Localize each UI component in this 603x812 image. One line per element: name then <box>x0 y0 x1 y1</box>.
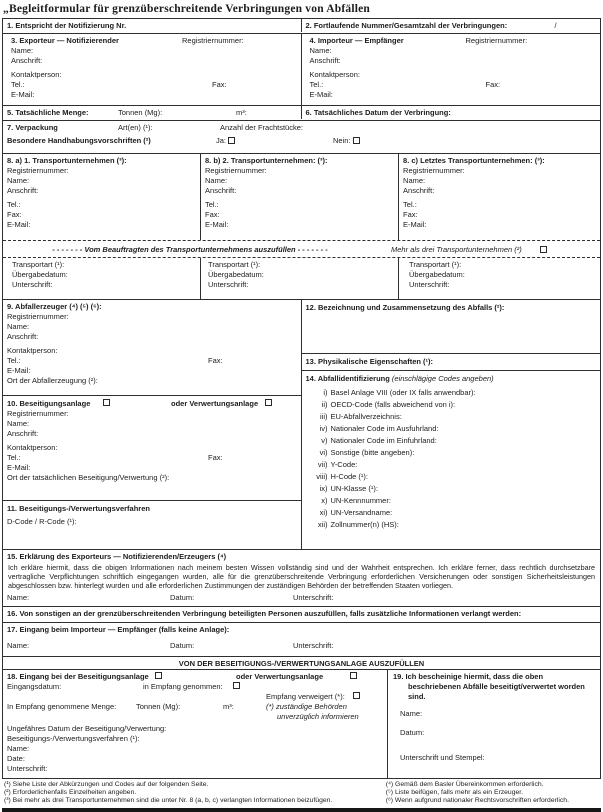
box11-label: 11. Beseitigungs-/Verwertungsverfahren <box>7 504 150 513</box>
box18-name-label: Name: <box>7 744 30 753</box>
row-transport <box>3 258 600 300</box>
uebergabedatum-label: Übergabedatum: <box>409 270 465 279</box>
box10-tel-label: Tel.: <box>7 453 21 462</box>
box8c-email-label: E-Mail: <box>403 220 427 229</box>
box-15-erklaerung <box>3 552 600 607</box>
box18-unterschrift-label: Unterschrift: <box>7 764 48 773</box>
box10-name-label: Name: <box>7 419 30 428</box>
behoerden-note-line2: unverzüglich informieren <box>277 712 359 721</box>
row-9-14 <box>3 300 600 550</box>
box5-label: 5. Tatsächliche Menge: <box>7 108 89 117</box>
box3-registriernummer-label: Registriernummer: <box>182 36 244 45</box>
unterschrift-label: Unterschrift: <box>208 280 249 289</box>
transportart-label: Transportart (¹): <box>12 260 65 269</box>
box4-name-label: Name: <box>309 46 332 55</box>
unterschrift-label: Unterschrift: <box>12 280 53 289</box>
box18-label2: oder Verwertungsanlage <box>236 672 324 681</box>
box-19-bescheinigung <box>388 670 600 778</box>
box-6-datum <box>302 106 601 119</box>
box9-email-label: E-Mail: <box>7 366 31 375</box>
box8b-fax-label: Fax: <box>205 210 220 219</box>
box-12-bezeichnung <box>302 300 601 354</box>
mehr-als-drei-checkbox[interactable] <box>540 246 547 253</box>
box16-label: 16. Von sonstigen an der grenzüberschreitenden Verbringung beteiligten Personen auszufüllen, falls zusätzliche Informationen verlangt werden: <box>7 609 522 618</box>
box3-name-label: Name: <box>11 46 34 55</box>
verwertungsanlage-checkbox[interactable] <box>265 399 272 406</box>
box17-label: 17. Eingang beim Importeur — Empfänger (falls keine Anlage): <box>7 625 230 634</box>
box-10-anlage <box>3 396 301 501</box>
box14-label: 14. Abfallidentifizierung <box>305 374 390 383</box>
section-header-anlage: VON DER BESEITIGUNGS-/VERWERTUNGSANLAGE AUSZUFÜLLEN <box>3 657 600 670</box>
box15-datum-label: Datum: <box>170 593 195 602</box>
uebergabedatum-label: Übergabedatum: <box>12 270 68 279</box>
box8a-registriernummer-label: Registriernummer: <box>7 166 69 175</box>
box10-email-label: E-Mail: <box>7 463 31 472</box>
box14-item: viii) H-Code (¹): <box>316 472 369 481</box>
box17-name-label: Name: <box>7 641 30 650</box>
box8b-name-label: Name: <box>205 176 228 185</box>
box8c-label: 8. c) Letztes Transportunternehmen: (³): <box>403 156 545 165</box>
box8c-anschrift-label: Anschrift: <box>403 186 435 195</box>
box4-anschrift-label: Anschrift: <box>309 56 341 65</box>
box-4-importeur <box>302 34 601 105</box>
box7-nein-label: Nein: <box>333 136 351 145</box>
box11-dcode-label: D-Code / R-Code (¹): <box>7 517 77 526</box>
empfang-verweigert-label: Empfang verweigert (*): <box>266 692 345 701</box>
box-5-menge <box>3 106 302 119</box>
box14-item: iii) EU-Abfallverzeichnis: <box>320 412 402 421</box>
transport-col-3 <box>399 258 600 299</box>
box4-email-label: E-Mail: <box>309 90 333 99</box>
box18-label1: 18. Eingang bei der Beseitigungsanlage <box>7 672 149 681</box>
box14-note: (einschlägige Codes angeben) <box>391 374 494 383</box>
uebergabedatum-label: Übergabedatum: <box>208 270 264 279</box>
row-1-2 <box>3 19 600 34</box>
box15-unterschrift-label: Unterschrift: <box>293 593 334 602</box>
transport-col-1 <box>3 258 201 299</box>
box15-declaration-text: Ich erkläre hiermit, dass die obigen Informationen nach meinem besten Wissen vollständig sind und der Wahrheit entsprechen. Ich erkläre ferner, dass rechtlich durchsetzbare vertragliche Verpflichtungen schriftlich eingegangen wurden, alle für die grenzüberschreitende Verbringung erforderlichen Versicherungen oder sonstigen Sicherheitsleistungen abgeschlossen bzw. hinterlegt wurden und alle erforderlichen Zustimmungen der zuständigen Behörden der betreffenden Staaten vorliegen. <box>8 563 595 590</box>
box-16-sonstige <box>3 607 600 623</box>
box17-unterschrift-label: Unterschrift: <box>293 641 334 650</box>
box8a-email-label: E-Mail: <box>7 220 31 229</box>
box14-item: ix) UN-Klasse (¹): <box>319 484 379 493</box>
box-2-fortlaufende-nummer <box>302 19 601 32</box>
box9-kontaktperson-label: Kontaktperson: <box>7 346 58 355</box>
unterschrift-label: Unterschrift: <box>409 280 450 289</box>
box2-slash: / <box>554 21 557 30</box>
box14-item: ii) OECD-Code (falls abweichend von i): <box>321 400 456 409</box>
box9-name-label: Name: <box>7 322 30 331</box>
eingangsdatum-label: Eingangsdatum: <box>7 682 62 691</box>
box7-besondere-label: Besondere Handhabungsvorschriften (²) <box>7 136 151 145</box>
box14-item: vi) Sonstige (bitte angeben): <box>319 448 415 457</box>
box8b-registriernummer-label: Registriernummer: <box>205 166 267 175</box>
box18-date-label: Date: <box>7 754 25 763</box>
box19-stempel-label: Unterschrift und Stempel: <box>400 753 485 762</box>
box19-name-label: Name: <box>400 709 423 718</box>
band-right-text: Mehr als drei Transportunternehmen (²) <box>391 244 522 254</box>
box8a-anschrift-label: Anschrift: <box>7 186 39 195</box>
box8b-label: 8. b) 2. Transportunternehmen: (³): <box>205 156 328 165</box>
box10-ort-label: Ort der tatsächlichen Beseitigung/Verwertung (²): <box>7 473 170 482</box>
box6-label: 6. Tatsächliches Datum der Verbringung: <box>305 108 451 117</box>
box-7-verpackung <box>3 123 600 154</box>
eingang-verwertungsanlage-checkbox[interactable] <box>350 672 357 679</box>
box10-anschrift-label: Anschrift: <box>7 429 39 438</box>
nein-checkbox[interactable] <box>353 137 360 144</box>
box15-name-label: Name: <box>7 593 30 602</box>
footnote-1: (¹) Siehe Liste der Abkürzungen und Codes auf der folgenden Seite. <box>4 781 209 788</box>
box14-item: iv) Nationaler Code im Ausfuhrland: <box>319 424 439 433</box>
box3-kontaktperson-label: Kontaktperson: <box>11 70 62 79</box>
box3-tel-label: Tel.: <box>11 80 25 89</box>
box4-tel-label: Tel.: <box>309 80 324 89</box>
box7-arten-label: Art(en) (¹): <box>118 123 153 132</box>
footnote-3: (³) Bei mehr als drei Transportunternehmen sind die unter Nr. 8 (a, b, c) verlangten Informationen beizufügen. <box>4 797 333 804</box>
box3-anschrift-label: Anschrift: <box>11 56 43 65</box>
eingang-beseitigungsanlage-checkbox[interactable] <box>155 672 162 679</box>
box14-item: v) Nationaler Code im Einfuhrland: <box>321 436 437 445</box>
box4-registriernummer-label: Registriernummer: <box>465 36 528 45</box>
box-8a-transportunternehmen-1 <box>3 154 201 240</box>
ungefaehres-datum-label: Ungefähres Datum der Beseitigung/Verwertung: <box>7 724 167 733</box>
row-8 <box>3 154 600 240</box>
box9-label: 9. Abfallerzeuger (⁴) (⁵) (⁶): <box>7 302 102 311</box>
box1-label: 1. Entspricht der Notifizierung Nr. <box>7 21 127 30</box>
box-18-eingang-anlage <box>3 670 388 778</box>
box4-label: 4. Importeur — Empfänger <box>309 36 404 45</box>
box19-label: 19. Ich bescheinige hiermit, dass die oben beschriebenen Abfälle beseitigt/verwertet worden sind. <box>393 672 585 701</box>
transportart-label: Transportart (¹): <box>409 260 462 269</box>
box8b-tel-label: Tel.: <box>205 200 219 209</box>
box8a-tel-label: Tel.: <box>7 200 21 209</box>
box5-tonnen-label: Tonnen (Mg): <box>118 108 163 117</box>
box5-m3-label: m³: <box>236 108 247 117</box>
behoerden-note-line1: (*) zuständige Behörden <box>266 702 347 711</box>
box9-tel-label: Tel.: <box>7 356 21 365</box>
box8a-name-label: Name: <box>7 176 30 185</box>
transport-col-2 <box>201 258 399 299</box>
box-3-exporteur <box>3 34 302 105</box>
box7-label: 7. Verpackung <box>7 123 58 132</box>
box8c-name-label: Name: <box>403 176 426 185</box>
box3-email-label: E-Mail: <box>11 90 35 99</box>
box9-fax-label: Fax: <box>208 356 223 365</box>
box2-label: 2. Fortlaufende Nummer/Gesamtzahl der Verbringungen: <box>305 21 508 30</box>
box7-ja-label: Ja: <box>216 136 227 145</box>
beseitigungsanlage-checkbox[interactable] <box>103 399 110 406</box>
box-13-eigenschaften <box>302 354 601 371</box>
box18-tonnen-label: Tonnen (Mg): <box>136 702 181 711</box>
box8c-registriernummer-label: Registriernummer: <box>403 166 465 175</box>
movement-document-form <box>2 18 601 779</box>
box10-kontaktperson-label: Kontaktperson: <box>7 443 58 452</box>
box8b-email-label: E-Mail: <box>205 220 229 229</box>
ja-checkbox[interactable] <box>228 137 235 144</box>
box4-kontaktperson-label: Kontaktperson: <box>309 70 360 79</box>
footnotes <box>2 779 601 806</box>
box9-ort-label: Ort der Abfallerzeugung (²): <box>7 376 98 385</box>
box13-label: 13. Physikalische Eigenschaften (¹): <box>305 357 434 366</box>
footnote-5: (⁵) Liste beifügen, falls mehr als ein Erzeuger. <box>385 789 524 796</box>
row-18-19 <box>3 670 600 778</box>
footnote-4: (⁴) Gemäß dem Basler Übereinkommen erforderlich. <box>385 781 544 788</box>
box17-datum-label: Datum: <box>170 641 195 650</box>
box18-verfahren-label: Beseitigungs-/Verwertungsverfahren (¹): <box>7 734 140 743</box>
in-empfang-genommen-label: in Empfang genommen: <box>143 682 223 691</box>
box15-label: 15. Erklärung des Exporteurs — Notifizierenden/Erzeugers (⁴) <box>7 552 227 561</box>
menge-label: In Empfang genommene Menge: <box>7 702 117 711</box>
box7-anzahl-label: Anzahl der Frachtstücke: <box>220 123 303 132</box>
box3-fax-label: Fax: <box>212 80 227 89</box>
box-1-notifizierung <box>3 19 302 32</box>
box14-item: x) UN-Kennnummer: <box>321 496 391 505</box>
box-17-eingang-importeur <box>3 625 600 657</box>
box8a-fax-label: Fax: <box>7 210 22 219</box>
footnote-6: (⁶) Wenn aufgrund nationaler Rechtsvorschriften erforderlich. <box>385 797 569 804</box>
form-title: „Begleitformular für grenzüberschreitende Verbringungen von Abfällen <box>3 3 371 15</box>
box-11-verfahren <box>3 501 301 549</box>
footnote-2: (²) Erforderlichenfalls Einzelheiten angeben. <box>4 789 137 796</box>
box8c-fax-label: Fax: <box>403 210 418 219</box>
box10-verwertungsanlage-label: oder Verwertungsanlage <box>171 399 259 408</box>
box-8b-transportunternehmen-2 <box>201 154 399 240</box>
box9-anschrift-label: Anschrift: <box>7 332 39 341</box>
empfang-verweigert-checkbox[interactable] <box>353 692 360 699</box>
box12-label: 12. Bezeichnung und Zusammensetzung des Abfalls (²): <box>305 303 505 312</box>
box9-registriernummer-label: Registriernummer: <box>7 312 69 321</box>
box8a-label: 8. a) 1. Transportunternehmen (³): <box>7 156 127 165</box>
box19-datum-label: Datum: <box>400 728 425 737</box>
band-left-text: - - - - - - - Vom Beauftragten des Transportunternehmens auszufüllen - - - - - - - <box>52 244 328 254</box>
box8b-anschrift-label: Anschrift: <box>205 186 237 195</box>
box8c-tel-label: Tel.: <box>403 200 417 209</box>
box10-registriernummer-label: Registriernummer: <box>7 409 69 418</box>
box4-fax-label: Fax: <box>485 80 501 89</box>
box3-label: 3. Exporteur — Notifizierender <box>11 36 119 45</box>
box-8c-letztes-transportunternehmen <box>399 154 600 240</box>
row-5-6 <box>3 106 600 121</box>
bottom-divider-bar <box>2 808 601 812</box>
box-9-abfallerzeuger <box>3 300 301 396</box>
box14-item: vii) Y-Code: <box>317 460 358 469</box>
box-14-abfallidentifizierung <box>302 371 601 549</box>
box14-item: xii) Zollnummer(n) (HS): <box>317 520 399 529</box>
carrier-band <box>3 240 600 258</box>
row-3-4 <box>3 34 600 106</box>
box14-item: xi) UN-Versandname: <box>319 508 393 517</box>
box18-m3-label: m³: <box>223 702 234 711</box>
transportart-label: Transportart (¹): <box>208 260 261 269</box>
in-empfang-genommen-checkbox[interactable] <box>233 682 240 689</box>
box10-beseitigungsanlage-label: 10. Beseitigungsanlage <box>7 399 91 408</box>
box14-item: i) Basel Anlage VIII (oder IX falls anwendbar): <box>323 388 476 397</box>
box10-fax-label: Fax: <box>208 453 223 462</box>
